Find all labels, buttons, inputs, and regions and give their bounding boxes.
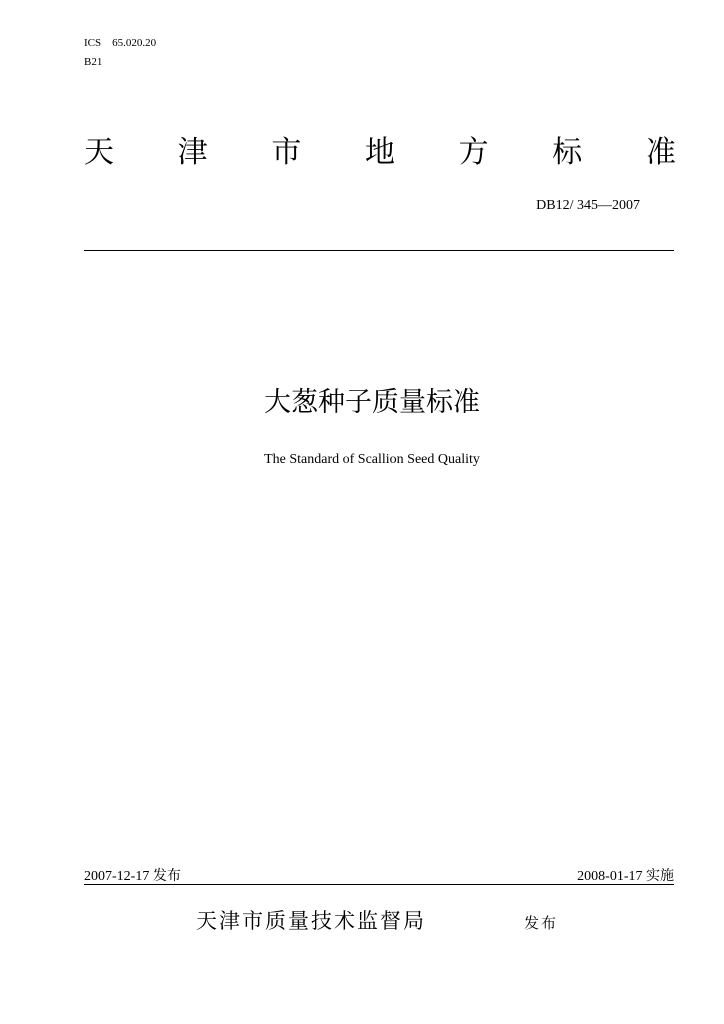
standard-number: DB12/ 345—2007 (536, 198, 640, 213)
heading-char: 准 (645, 135, 676, 170)
heading-char: 标 (552, 135, 583, 170)
implement-date-line (470, 865, 674, 885)
heading-char: 地 (364, 135, 395, 170)
bottom-divider (84, 884, 674, 885)
publisher-name: 天津市质量技术监督局 (196, 909, 426, 933)
document-title-english: The Standard of Scallion Seed Quality (264, 452, 480, 467)
implement-date: 2008-01-17 (577, 869, 643, 884)
ics-code: 65.020.20 (112, 37, 157, 49)
ics-label: ICS (84, 37, 102, 49)
heading-char: 方 (458, 135, 489, 170)
issue-label: 发布 (152, 868, 181, 884)
heading-char: 市 (271, 135, 302, 170)
heading-char: 津 (177, 135, 208, 170)
local-standard-heading (84, 134, 676, 172)
top-divider (84, 250, 674, 251)
issue-date-line (84, 865, 181, 885)
implement-label: 实施 (646, 868, 674, 884)
document-title: 大葱种子质量标准 (264, 387, 480, 418)
ics-line (84, 37, 156, 49)
issue-date: 2007-12-17 (84, 869, 150, 884)
publish-label: 发布 (524, 914, 559, 932)
category-code: B21 (84, 56, 103, 68)
heading-char: 天 (84, 135, 114, 170)
